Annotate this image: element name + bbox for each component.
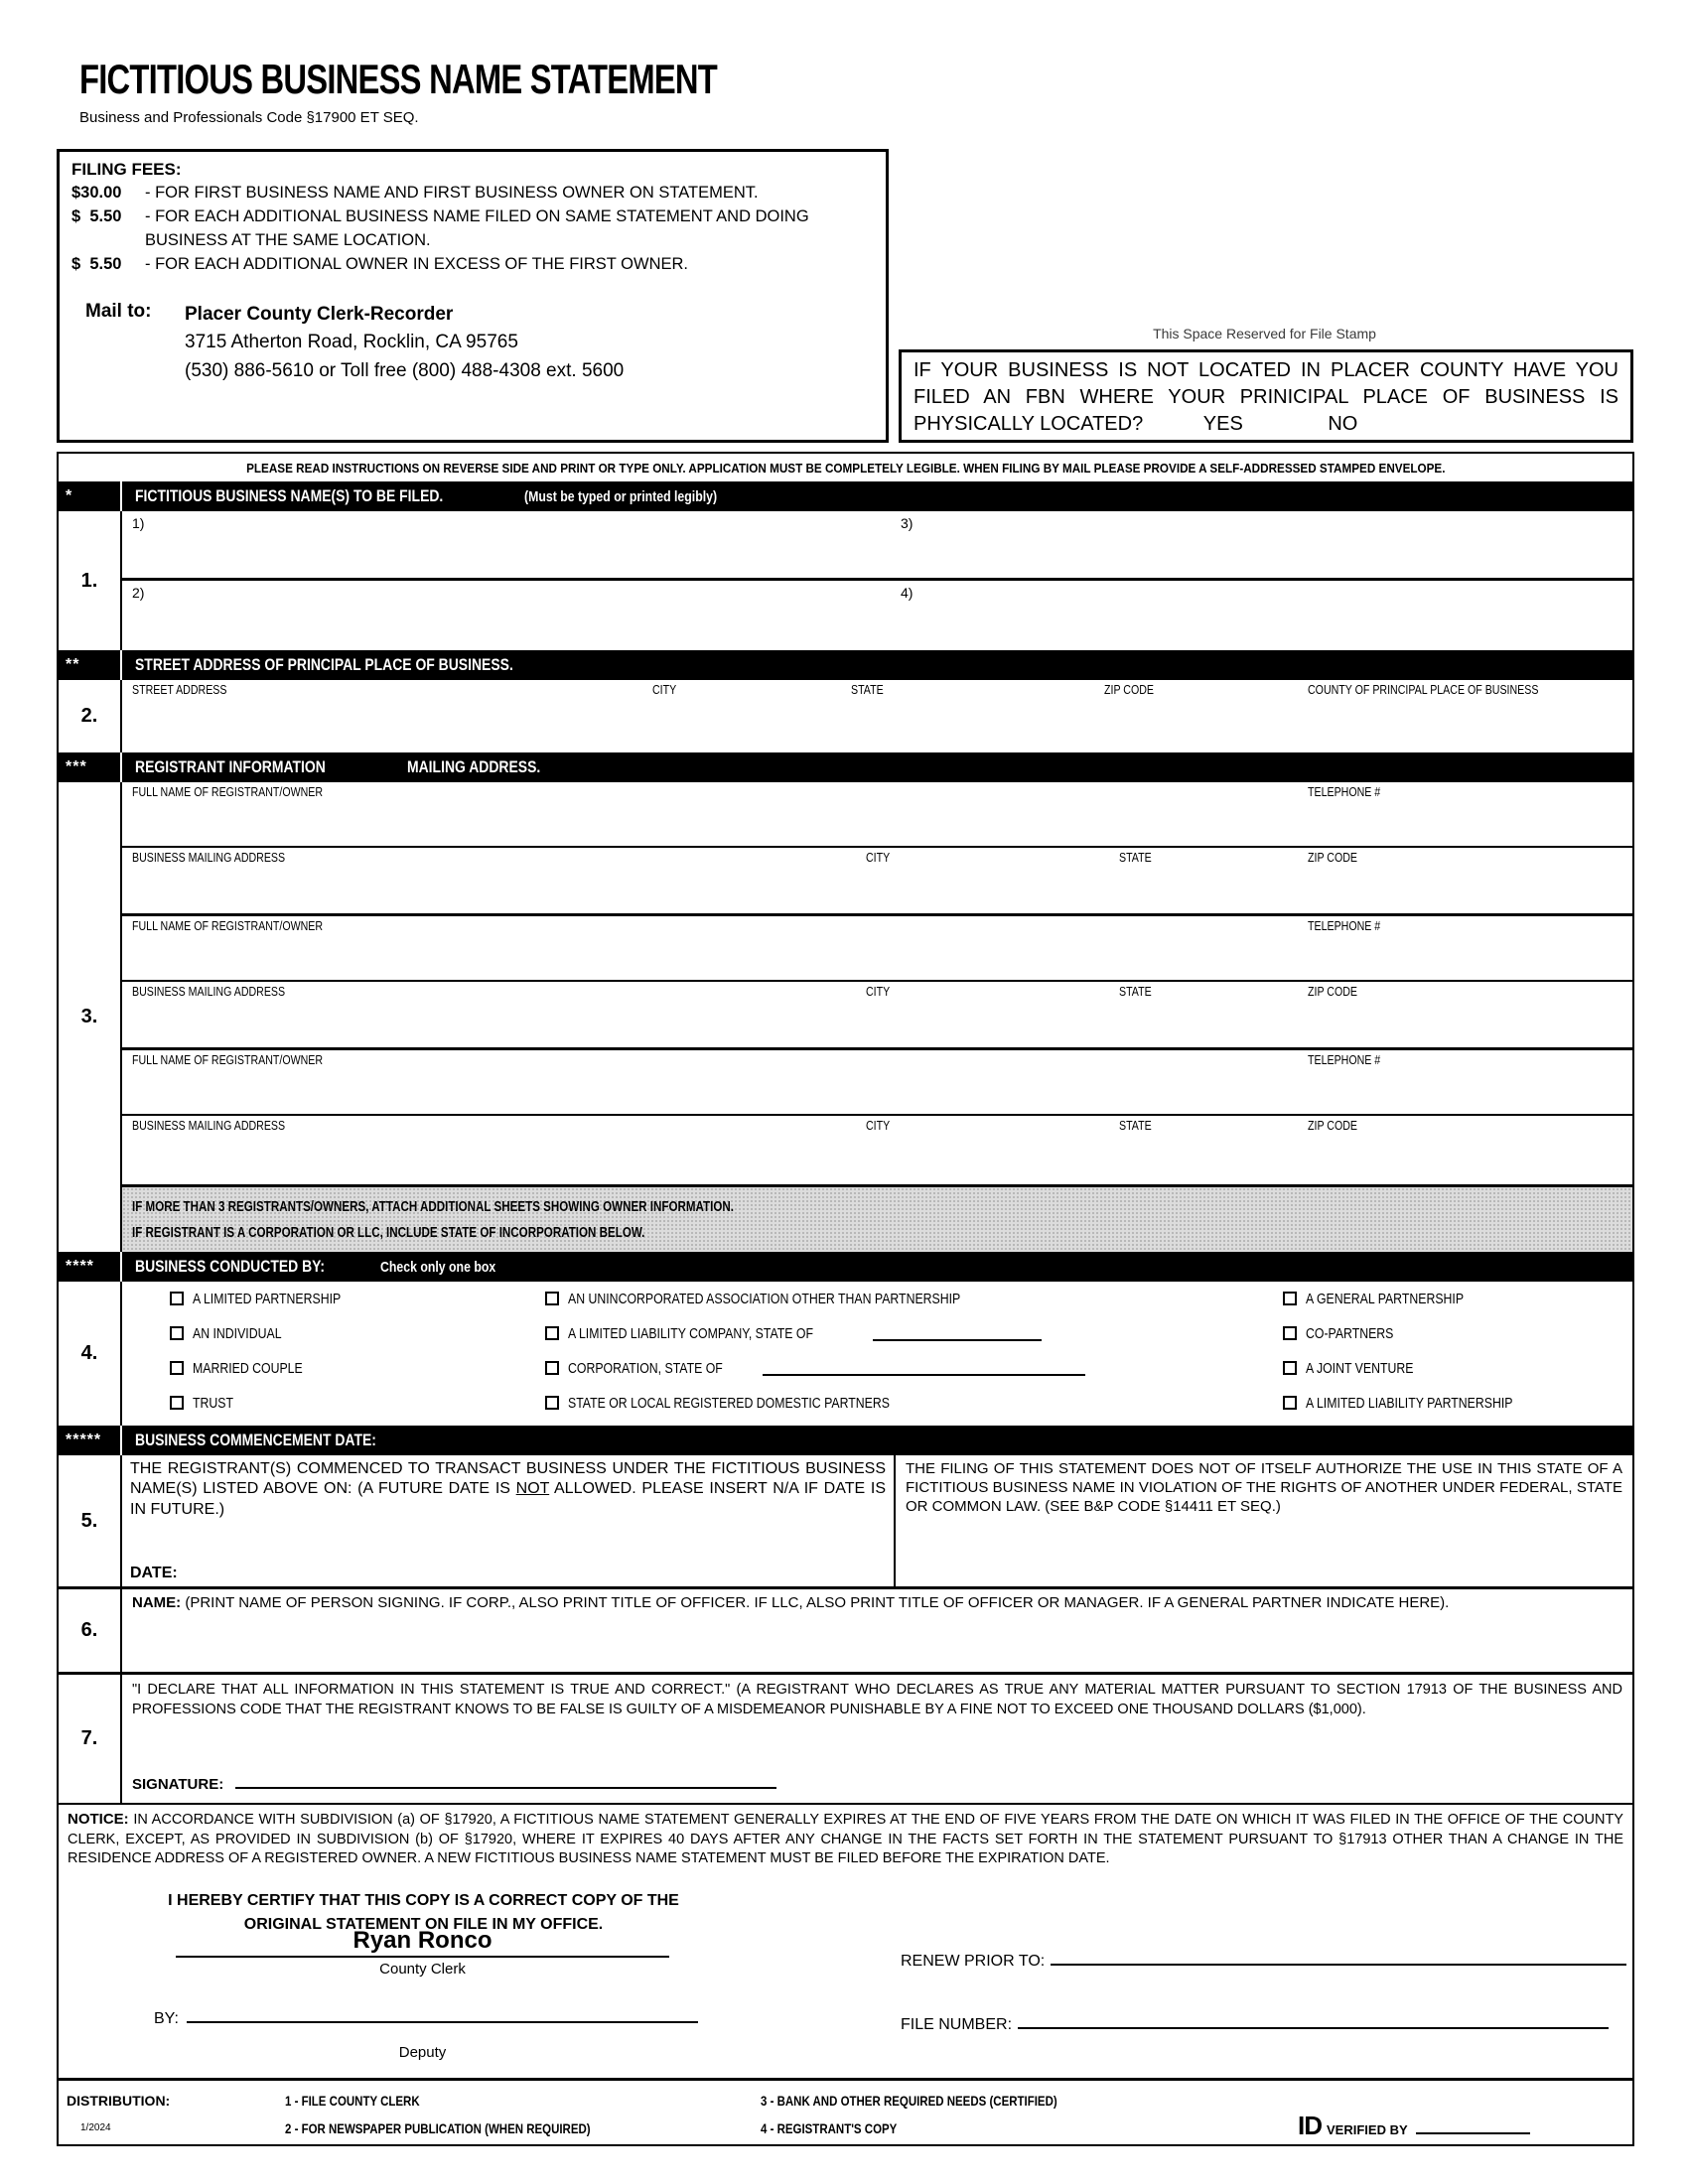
telephone-label: TELEPHONE # bbox=[1308, 1053, 1381, 1067]
option-individual: AN INDIVIDUAL bbox=[170, 1324, 301, 1342]
city-label: CITY bbox=[866, 985, 891, 999]
section5-row bbox=[59, 1455, 1632, 1586]
distribution-item-1: 1 - FILE COUNTY CLERK bbox=[285, 2093, 420, 2109]
section1-number: 1. bbox=[59, 511, 122, 650]
name-label: NAME: bbox=[132, 1594, 182, 1611]
mail-to-recipient: Placer County Clerk-Recorder bbox=[185, 303, 454, 325]
section4-title-note: Check only one box bbox=[379, 1258, 496, 1276]
file-number-line[interactable] bbox=[1018, 2014, 1609, 2029]
option-married-couple: MARRIED COUPLE bbox=[170, 1359, 327, 1377]
verified-by-label: VERIFIED BY bbox=[1327, 2122, 1408, 2137]
form-revision-date: 1/2024 bbox=[80, 2122, 111, 2133]
fee-description: - FOR FIRST BUSINESS NAME AND FIRST BUSINESS OWNER ON STATEMENT. bbox=[145, 184, 759, 202]
notice-block bbox=[59, 1803, 1632, 1887]
state-label: STATE bbox=[851, 683, 884, 697]
registrant-1-name-row[interactable] bbox=[122, 782, 1632, 848]
clerk-certification-area bbox=[59, 1887, 1632, 2078]
city-label: CITY bbox=[652, 683, 677, 697]
county-clerk-signature: Ryan Ronco bbox=[176, 1927, 669, 1958]
distribution-item-3: 3 - BANK AND OTHER REQUIRED NEEDS (CERTIFIED) bbox=[761, 2093, 1057, 2109]
section7-number: 7. bbox=[59, 1675, 122, 1803]
section2-header-bar bbox=[59, 650, 1632, 680]
checkbox-icon[interactable] bbox=[170, 1326, 184, 1340]
state-label: STATE bbox=[1119, 851, 1152, 865]
mail-to-label: Mail to: bbox=[85, 300, 152, 322]
filing-disclaimer-cell bbox=[896, 1455, 1632, 1586]
fee-amount: $30.00 bbox=[71, 184, 122, 202]
business-name-slot-1: 1) bbox=[132, 515, 145, 531]
section1-row bbox=[59, 511, 1632, 650]
checkbox-icon[interactable] bbox=[1283, 1326, 1297, 1340]
state-label: STATE bbox=[1119, 985, 1152, 999]
checkbox-icon[interactable] bbox=[1283, 1361, 1297, 1375]
checkbox-icon[interactable] bbox=[170, 1361, 184, 1375]
checkbox-icon[interactable] bbox=[1283, 1396, 1297, 1410]
zip-code-label: ZIP CODE bbox=[1104, 683, 1154, 697]
instructions-text: PLEASE READ INSTRUCTIONS ON REVERSE SIDE AND PRINT OR TYPE ONLY. APPLICATION MUST BE COMPLETELY LEGIBLE. WHEN FILING BY MAIL PLEASE PROVIDE A SELF-ADDRESSED STAMPED ENVELOPE. bbox=[245, 460, 1446, 476]
page-title: FICTITIOUS BUSINESS NAME STATEMENT bbox=[79, 56, 718, 102]
declaration-text: "I DECLARE THAT ALL INFORMATION IN THIS STATEMENT IS TRUE AND CORRECT." (A REGISTRANT WHO DECLARES AS TRUE ANY MATERIAL MATTER PURSUANT TO SECTION 17913 OF THE BUSINESS AND PROFESSIONS CODE THAT THE REGISTRANT KNOWS TO BE FALSE IS GUILTY OF A MISDEMEANOR PUNISHABLE BY A FINE NOT TO EXCEED ONE THOUSAND DOLLARS ($1,000). bbox=[132, 1682, 1622, 1717]
distribution-footer bbox=[59, 2078, 1632, 2144]
registrant-2-name-row[interactable] bbox=[122, 916, 1632, 982]
zip-code-label: ZIP CODE bbox=[1308, 1119, 1357, 1133]
section1-title: FICTITIOUS BUSINESS NAME(S) TO BE FILED. bbox=[135, 486, 444, 505]
section1-header-bar bbox=[59, 481, 1632, 511]
registrant-name-label: FULL NAME OF REGISTRANT/OWNER bbox=[132, 785, 324, 799]
fee-amount: $ 5.50 bbox=[71, 206, 122, 225]
checkbox-icon[interactable] bbox=[545, 1292, 559, 1305]
commencement-text-cont: ALLOWED. PLEASE INSERT N/A IF DATE IS IN FUTURE.) bbox=[130, 1480, 886, 1518]
zip-code-label: ZIP CODE bbox=[1308, 985, 1357, 999]
notice-label: NOTICE: bbox=[68, 1811, 129, 1828]
additional-registrants-note-box bbox=[122, 1184, 1632, 1252]
distribution-item-2: 2 - FOR NEWSPAPER PUBLICATION (WHEN REQUIRED) bbox=[285, 2120, 591, 2136]
section3-header-bar bbox=[59, 752, 1632, 782]
section5-stars: ***** bbox=[59, 1426, 122, 1455]
fee-amount: $ 5.50 bbox=[71, 254, 122, 273]
filing-disclaimer-text: THE FILING OF THIS STATEMENT DOES NOT OF ITSELF AUTHORIZE THE USE IN THIS STATE OF A FICTITIOUS BUSINESS NAME IN VIOLATION OF THE RIGHTS OF ANOTHER UNDER FEDERAL, STATE OR COMMON LAW. (SEE B&P CODE §14411 ET SEQ.) bbox=[906, 1460, 1622, 1516]
note-additional-sheets: IF MORE THAN 3 REGISTRANTS/OWNERS, ATTACH ADDITIONAL SHEETS SHOWING OWNER INFORMATION. bbox=[132, 1199, 734, 1215]
registrant-2-address-row[interactable] bbox=[122, 982, 1632, 1050]
option-co-partners: CO-PARTNERS bbox=[1283, 1324, 1413, 1342]
file-stamp-reserved-label: This Space Reserved for File Stamp bbox=[1153, 326, 1376, 341]
distribution-label: DISTRIBUTION: bbox=[67, 2093, 171, 2109]
fee-description: - FOR EACH ADDITIONAL BUSINESS NAME FILED ON SAME STATEMENT AND DOING BUSINESS AT THE SAME LOCATION. bbox=[145, 206, 809, 249]
option-general-partnership: A GENERAL PARTNERSHIP bbox=[1283, 1290, 1498, 1307]
section1-stars: * bbox=[59, 481, 122, 511]
option-corporation: CORPORATION, STATE OF bbox=[545, 1359, 1085, 1377]
llc-state-blank-line[interactable] bbox=[873, 1326, 1042, 1341]
instructions-bar bbox=[59, 454, 1632, 481]
business-mailing-address-label: BUSINESS MAILING ADDRESS bbox=[132, 985, 286, 999]
section1-title-note: (Must be typed or printed legibly) bbox=[524, 487, 718, 505]
section3-title: REGISTRANT INFORMATION bbox=[135, 757, 326, 776]
option-llp: A LIMITED LIABILITY PARTNERSHIP bbox=[1283, 1394, 1558, 1412]
state-label: STATE bbox=[1119, 1119, 1152, 1133]
certify-line-1: I HEREBY CERTIFY THAT THIS COPY IS A CORRECT COPY OF THE bbox=[168, 1892, 679, 1909]
section2-row bbox=[59, 680, 1632, 752]
fee-description: - FOR EACH ADDITIONAL OWNER IN EXCESS OF THE FIRST OWNER. bbox=[145, 254, 688, 273]
section2-title: STREET ADDRESS OF PRINCIPAL PLACE OF BUSINESS. bbox=[135, 655, 513, 674]
business-name-slot-3: 3) bbox=[901, 515, 914, 531]
option-domestic-partners: STATE OR LOCAL REGISTERED DOMESTIC PARTNERS bbox=[545, 1394, 960, 1412]
checkbox-icon[interactable] bbox=[170, 1396, 184, 1410]
section7-row bbox=[59, 1672, 1632, 1803]
section3-stars: *** bbox=[59, 752, 122, 782]
distribution-item-4: 4 - REGISTRANT'S COPY bbox=[761, 2120, 898, 2136]
checkbox-icon[interactable] bbox=[1283, 1292, 1297, 1305]
business-name-slot-4: 4) bbox=[901, 585, 914, 601]
not-word: NOT bbox=[515, 1480, 550, 1498]
section4-title: BUSINESS CONDUCTED BY: bbox=[135, 1257, 326, 1276]
fee-item bbox=[71, 253, 874, 277]
fbn-no-option[interactable]: NO bbox=[1328, 413, 1358, 435]
option-joint-venture: A JOINT VENTURE bbox=[1283, 1359, 1437, 1377]
signature-label: SIGNATURE: bbox=[132, 1776, 224, 1793]
street-address-label: STREET ADDRESS bbox=[132, 683, 227, 697]
section4-row bbox=[59, 1282, 1632, 1426]
mail-to-block bbox=[71, 301, 874, 386]
renew-prior-to-label: RENEW PRIOR TO: bbox=[901, 1953, 1046, 1970]
date-label: DATE: bbox=[130, 1565, 178, 1581]
registrant-3-name-row[interactable] bbox=[122, 1050, 1632, 1116]
deputy-label: Deputy bbox=[398, 2044, 447, 2061]
fee-item bbox=[71, 205, 874, 253]
mail-to-phone: (530) 886-5610 or Toll free (800) 488-4308 ext. 5600 bbox=[185, 359, 625, 381]
signer-name-field[interactable] bbox=[122, 1589, 1632, 1672]
registrant-name-label: FULL NAME OF REGISTRANT/OWNER bbox=[132, 919, 324, 933]
mail-to-address: 3715 Atherton Road, Rocklin, CA 95765 bbox=[185, 332, 518, 353]
street-address-field-row[interactable] bbox=[122, 680, 1632, 752]
fbn-yes-option[interactable]: YES bbox=[1202, 413, 1243, 435]
fbn-question-text: IF YOUR BUSINESS IS NOT LOCATED IN PLACER COUNTY HAVE YOU FILED AN FBN WHERE YOUR PRINICIPAL PLACE OF BUSINESS IS PHYSICALLY LOCATED? bbox=[914, 359, 1618, 435]
section5-title: BUSINESS COMMENCEMENT DATE: bbox=[135, 1431, 376, 1449]
name-instructions: (PRINT NAME OF PERSON SIGNING. IF CORP., ALSO PRINT TITLE OF OFFICER. IF LLC, ALSO PRINT TITLE OF OFFICER OR MANAGER. IF A GENERAL PARTNER INDICATE HERE). bbox=[185, 1594, 1450, 1611]
section4-header-bar bbox=[59, 1252, 1632, 1282]
option-llc: A LIMITED LIABILITY COMPANY, STATE OF bbox=[545, 1324, 1042, 1342]
corporation-state-blank-line[interactable] bbox=[763, 1361, 1085, 1376]
file-number-label: FILE NUMBER: bbox=[901, 2016, 1013, 2033]
checkbox-icon[interactable] bbox=[545, 1396, 559, 1410]
business-name-fields-2-4[interactable] bbox=[122, 581, 1632, 650]
registrant-3-address-row[interactable] bbox=[122, 1116, 1632, 1184]
section6-number: 6. bbox=[59, 1589, 122, 1672]
option-unincorporated-association: AN UNINCORPORATED ASSOCIATION OTHER THAN PARTNERSHIP bbox=[545, 1290, 1047, 1307]
id-label: ID bbox=[1298, 2111, 1322, 2140]
section6-row bbox=[59, 1586, 1632, 1672]
business-name-fields-1-3[interactable] bbox=[122, 511, 1632, 581]
registrant-1-address-row[interactable] bbox=[122, 848, 1632, 916]
form-body bbox=[57, 452, 1634, 2146]
verified-by-line[interactable] bbox=[1416, 2119, 1530, 2134]
business-name-slot-2: 2) bbox=[132, 585, 145, 601]
certify-line-2: ORIGINAL STATEMENT ON FILE IN MY OFFICE. bbox=[243, 1916, 604, 1933]
telephone-label: TELEPHONE # bbox=[1308, 919, 1381, 933]
by-label: BY: bbox=[154, 2010, 179, 2027]
renew-date-line[interactable] bbox=[1051, 1951, 1626, 1966]
section2-stars: ** bbox=[59, 650, 122, 680]
business-mailing-address-label: BUSINESS MAILING ADDRESS bbox=[132, 851, 286, 865]
note-state-of-incorporation: IF REGISTRANT IS A CORPORATION OR LLC, INCLUDE STATE OF INCORPORATION BELOW. bbox=[132, 1225, 645, 1242]
section3-row bbox=[59, 782, 1632, 1252]
zip-code-label: ZIP CODE bbox=[1308, 851, 1357, 865]
registrant-name-label: FULL NAME OF REGISTRANT/OWNER bbox=[132, 1053, 324, 1067]
checkbox-icon[interactable] bbox=[545, 1326, 559, 1340]
city-label: CITY bbox=[866, 851, 891, 865]
filing-fees-heading: FILING FEES: bbox=[71, 160, 182, 179]
section3-title2: MAILING ADDRESS. bbox=[406, 757, 541, 776]
filing-fees-box bbox=[57, 149, 889, 443]
page-subtitle: Business and Professionals Code §17900 ET SEQ. bbox=[79, 109, 419, 126]
commencement-text: THE REGISTRANT(S) COMMENCED TO TRANSACT BUSINESS UNDER THE FICTITIOUS BUSINESS NAME(S) LISTED ABOVE ON: (A FUTURE DATE IS bbox=[130, 1460, 886, 1498]
commencement-date-cell[interactable] bbox=[122, 1455, 896, 1586]
county-clerk-title: County Clerk bbox=[379, 1961, 466, 1978]
fee-item bbox=[71, 182, 874, 205]
notice-text: IN ACCORDANCE WITH SUBDIVISION (a) OF §17920, A FICTITIOUS NAME STATEMENT GENERALLY EXPIRES AT THE END OF FIVE YEARS FROM THE DATE ON WHICH IT WAS FILED IN THE OFFICE OF THE COUNTY CLERK, EXCEPT, AS PROVIDED IN SUBDIVISION (b) OF §17920, WHERE IT EXPIRES 40 DAYS AFTER ANY CHANGE IN THE FACTS SET FORTH IN THE STATEMENT PURSUANT TO §17913 OTHER THAN A CHANGE IN THE RESIDENCE ADDRESS OF A REGISTERED OWNER. A NEW FICTITIOUS BUSINESS NAME STATEMENT MUST BE FILED BEFORE THE EXPIRATION DATE. bbox=[68, 1812, 1623, 1867]
business-mailing-address-label: BUSINESS MAILING ADDRESS bbox=[132, 1119, 286, 1133]
city-label: CITY bbox=[866, 1119, 891, 1133]
option-trust: TRUST bbox=[170, 1394, 242, 1412]
checkbox-icon[interactable] bbox=[170, 1292, 184, 1305]
section4-stars: **** bbox=[59, 1252, 122, 1282]
section5-number: 5. bbox=[59, 1455, 122, 1586]
deputy-signature-line[interactable] bbox=[187, 2008, 698, 2023]
option-limited-partnership: A LIMITED PARTNERSHIP bbox=[170, 1290, 373, 1307]
telephone-label: TELEPHONE # bbox=[1308, 785, 1381, 799]
signature-blank-line[interactable] bbox=[235, 1774, 776, 1789]
fbn-outside-county-question-box bbox=[899, 349, 1633, 443]
section5-header-bar bbox=[59, 1426, 1632, 1455]
checkbox-icon[interactable] bbox=[545, 1361, 559, 1375]
section3-number: 3. bbox=[59, 782, 122, 1252]
county-label: COUNTY OF PRINCIPAL PLACE OF BUSINESS bbox=[1308, 683, 1539, 697]
section4-number: 4. bbox=[59, 1282, 122, 1426]
section2-number: 2. bbox=[59, 680, 122, 752]
